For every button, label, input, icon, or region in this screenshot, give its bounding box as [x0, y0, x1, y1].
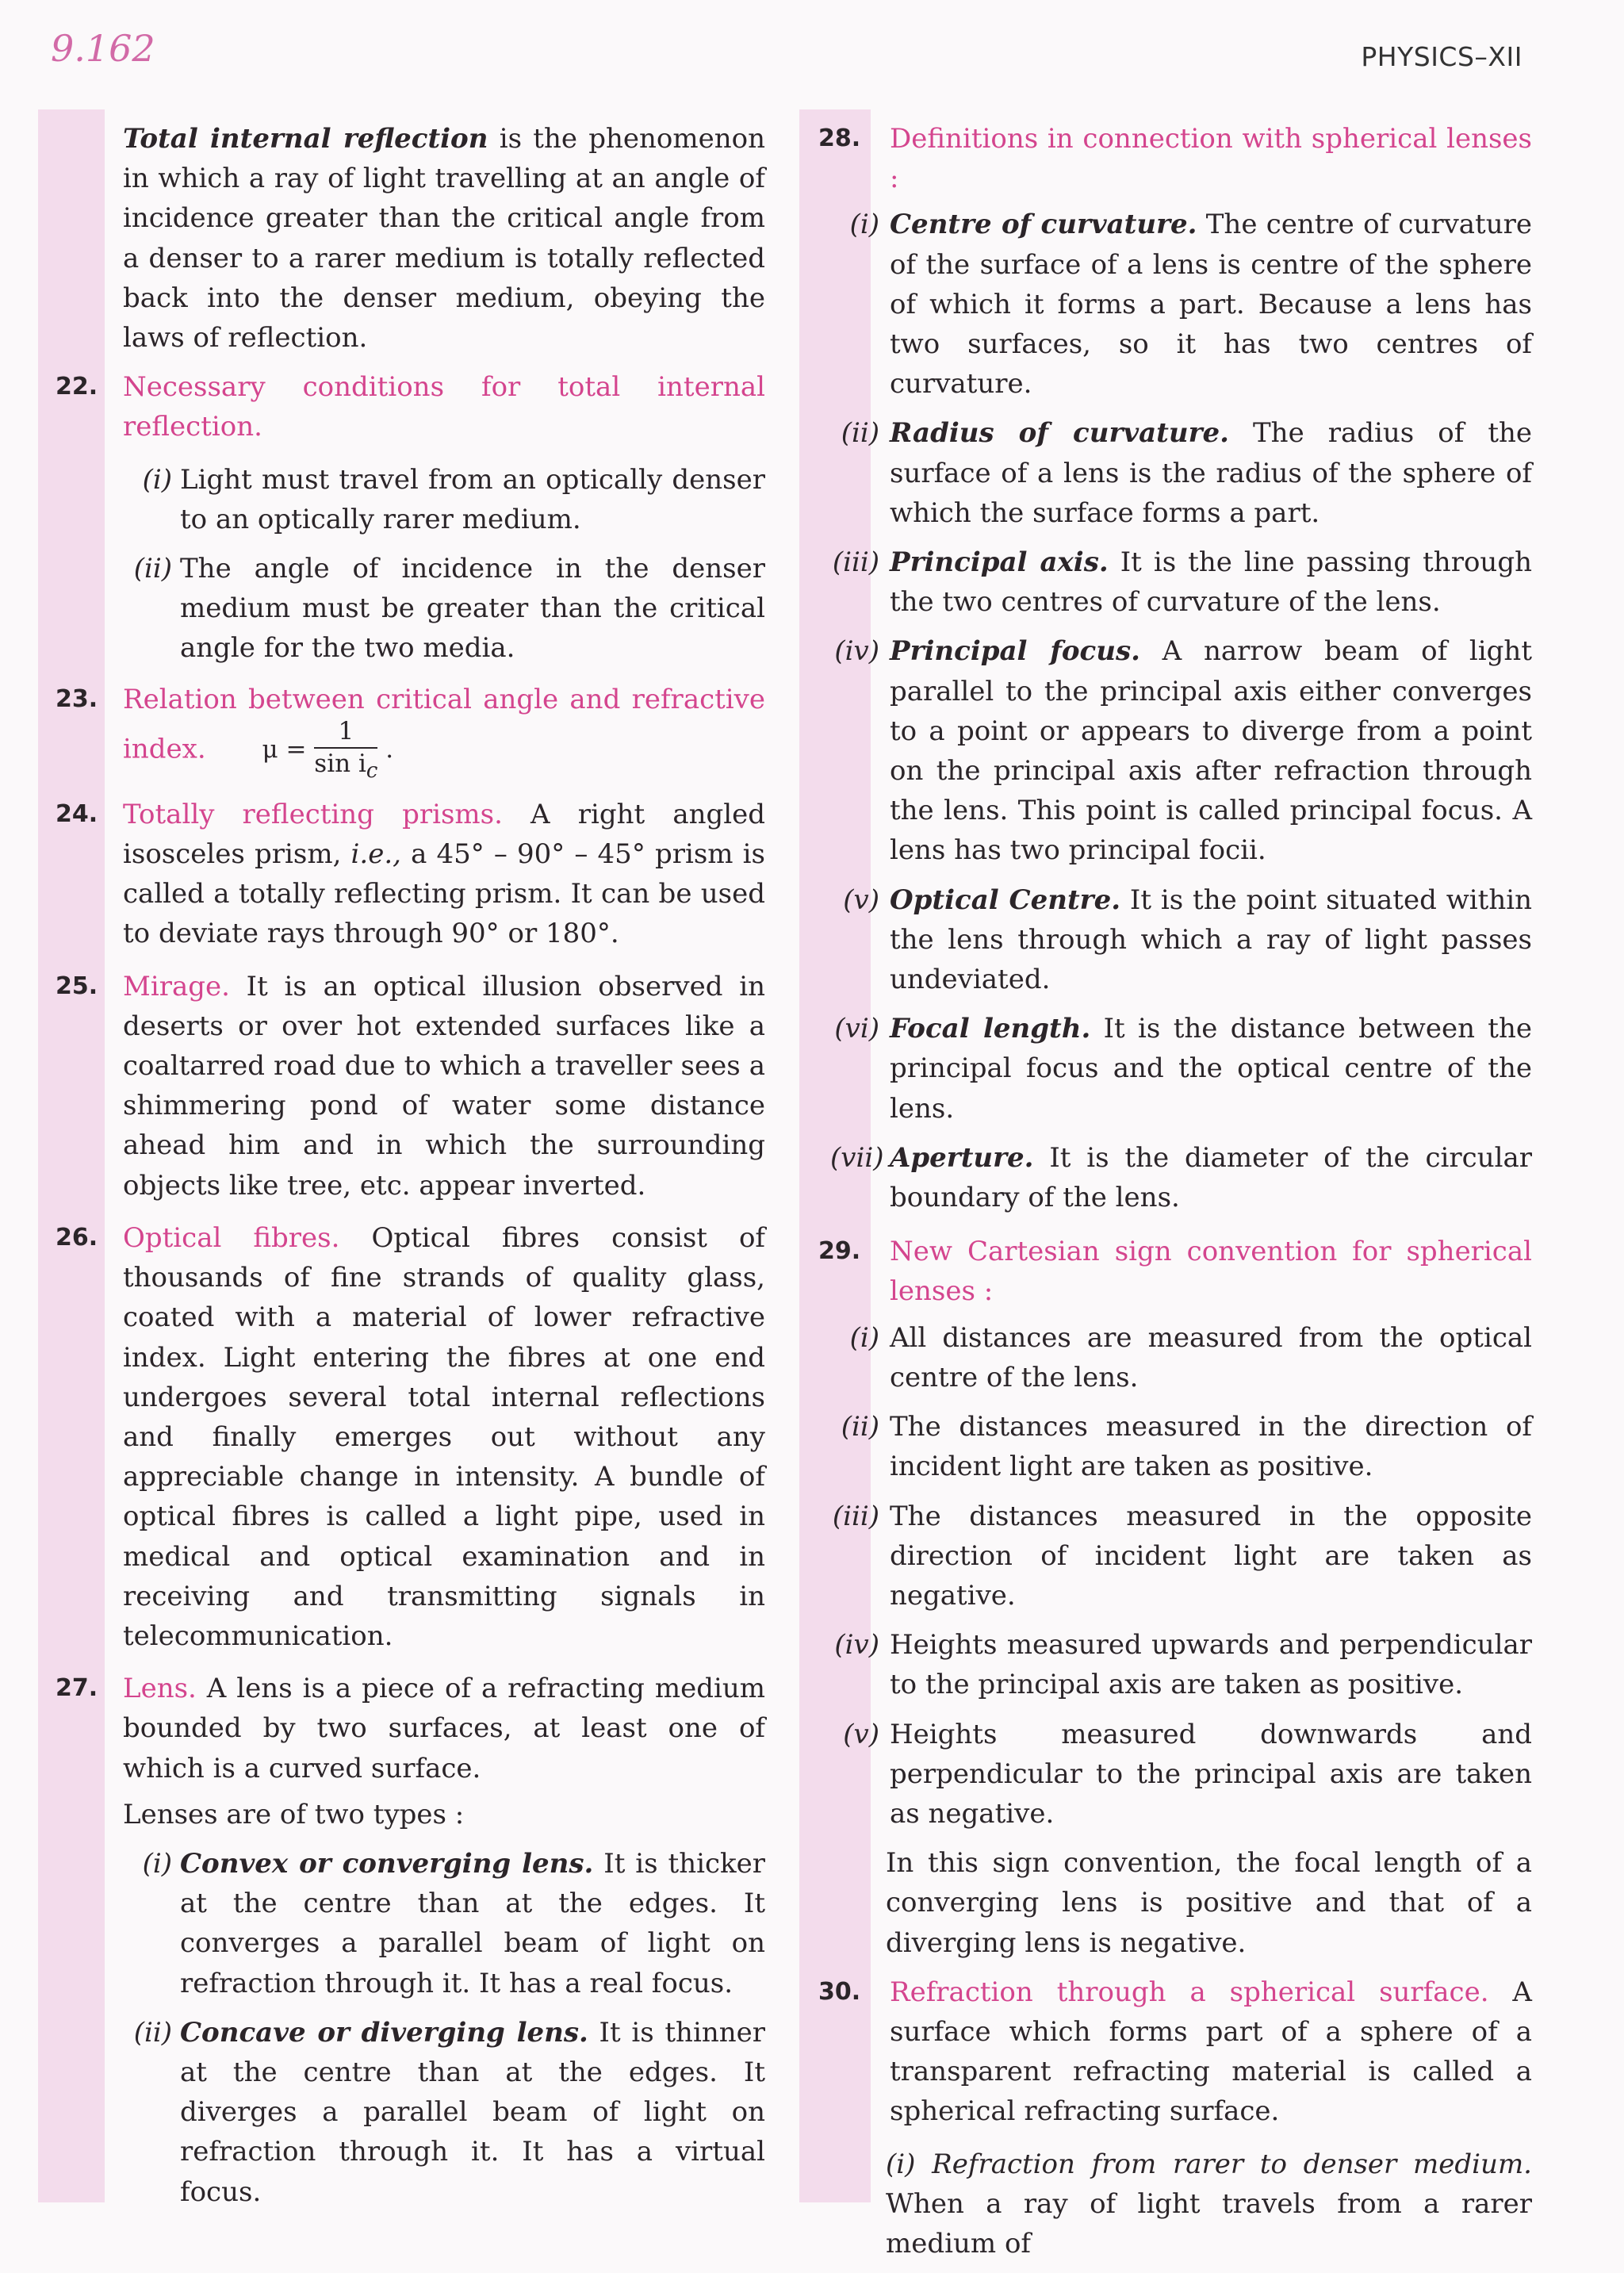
subsection-rarer-to-denser: [886, 2145, 1532, 2264]
section-number: 30.: [818, 1977, 861, 2006]
section-number: 27.: [56, 1674, 98, 1703]
list-marker: (v): [843, 1718, 879, 1750]
intro-text: is the phenomenon in which a ray of light travelling at an angle of incidence greater than the critical angle from a denser to a rarer medium is totally reflected back into the denser medium, obeying the laws of reflection.: [123, 123, 766, 355]
list-marker: (i): [142, 1847, 172, 1880]
lens-types-intro: Lenses are of two types :: [123, 1798, 465, 1830]
list-text: Heights measured downwards and perpendicular to the principal axis are taken as negative.: [890, 1718, 1532, 1830]
section-heading: Refraction through a spherical surface.: [890, 1976, 1489, 2008]
list-marker: (iii): [832, 546, 879, 579]
critical-angle-formula: [262, 716, 394, 784]
list-term: Aperture.: [890, 1141, 1034, 1174]
section-heading: New Cartesian sign convention for spherical lenses :: [890, 1236, 1532, 1308]
list-term: Convex or converging lens.: [180, 1847, 594, 1880]
section-number: 22.: [56, 373, 98, 401]
formula-lhs: μ =: [262, 734, 307, 764]
list-marker: (iv): [834, 635, 879, 668]
list-item: [830, 1715, 1532, 1834]
section-25: [56, 967, 765, 1205]
section-heading: Necessary conditions for total internal reflection.: [123, 371, 765, 443]
list-text: It is thinner at the centre than at the edges. It diverges a parallel beam of light on refraction through it. It has a virtual focus.: [180, 2016, 765, 2208]
section-number: 28.: [818, 125, 861, 152]
section-heading: Relation between critical angle and refractive index.: [123, 683, 765, 765]
page-number: 9.162: [51, 27, 155, 70]
subsection-title: Refraction from rarer to denser medium.: [915, 2148, 1532, 2180]
formula-tail: .: [385, 734, 394, 764]
section-number: 29.: [818, 1237, 861, 1266]
section-number: 26.: [56, 1223, 98, 1251]
list-item: [123, 460, 765, 539]
section-text: A right angled isosceles prism,: [123, 798, 766, 871]
abbreviation: i.e.,: [350, 838, 401, 871]
formula-denominator-text: sin i: [314, 749, 366, 778]
list-text: The distances measured in the direction of incident light are taken as positive.: [890, 1411, 1532, 1483]
section-24: [56, 795, 765, 954]
list-item: [830, 205, 1532, 404]
list-item: [123, 549, 765, 669]
right-column: [818, 119, 1532, 2273]
list-item: [830, 1407, 1532, 1486]
section-heading: Lens.: [123, 1673, 197, 1705]
list-term: Focal length.: [890, 1013, 1091, 1045]
list-marker: (iv): [834, 1629, 879, 1662]
list-item: [830, 631, 1532, 870]
list-item: [123, 1844, 765, 2003]
list-item: [830, 542, 1532, 622]
formula-fraction: [314, 716, 378, 784]
list-text: All distances are measured from the optical centre of the lens.: [890, 1321, 1532, 1393]
section-29: [818, 1232, 1532, 1311]
list-text: It is the line passing through the two centres of curvature of the lens.: [890, 546, 1532, 619]
formula-numerator: 1: [314, 719, 377, 749]
running-head: PHYSICS–XII: [1361, 41, 1522, 72]
section-heading: Totally reflecting prisms.: [123, 798, 503, 830]
list-text: The centre of curvature of the surface of a lens is centre of the sphere of which it forms a part. Because a lens has two surfaces, so it has two centres of curvature.: [890, 209, 1532, 401]
list-text: It is the distance between the principal focus and the optical centre of the lens.: [890, 1013, 1532, 1125]
list-marker: (ii): [133, 553, 172, 585]
list-marker: (vii): [830, 1141, 884, 1174]
list-marker: (i): [142, 463, 172, 496]
list-text: Light must travel from an optically denser to an optically rarer medium.: [180, 463, 765, 535]
list-term: Centre of curvature.: [890, 209, 1197, 241]
intro-term: Total internal reflection: [123, 123, 488, 155]
intro-paragraph: [123, 119, 765, 358]
list-marker: (i): [849, 1321, 879, 1354]
section-heading: Mirage.: [123, 970, 230, 1002]
list-item: [830, 1625, 1532, 1704]
list-item: [830, 413, 1532, 533]
formula-subscript: c: [366, 759, 378, 784]
list-text: It is the point situated within the lens through which a ray of light passes undeviated.: [890, 884, 1533, 996]
section-text: A lens is a piece of a refracting medium bounded by two surfaces, at least one of which is a curved surface.: [123, 1673, 765, 1784]
list-item: [830, 1138, 1532, 1217]
list-item: [123, 2013, 765, 2212]
list-term: Radius of curvature.: [890, 417, 1229, 450]
list-marker: (ii): [841, 1411, 879, 1443]
subsection-marker: (i): [886, 2148, 916, 2180]
list-marker: (vi): [834, 1013, 879, 1045]
section-text: Optical fibres consist of thousands of fine strands of quality glass, coated with a material of lower refractive index. Light entering the fibres at one end undergoes several total internal reflections and finally emerges out without any appreciable change in intensity. A bundle of optical fibres is called a light pipe, used in medical and optical examination and in receiving and transmitting signals in telecommunication.: [123, 1221, 765, 1652]
list-marker: (v): [843, 884, 879, 916]
list-text: The distances measured in the opposite direction of incident light are taken as negative.: [890, 1500, 1532, 1612]
section-number: 23.: [56, 684, 98, 713]
sign-convention-note: In this sign convention, the focal length of a converging lens is positive and that of a diverging lens is negative.: [886, 1847, 1532, 1959]
list-item: [830, 1009, 1532, 1129]
list-marker: (ii): [841, 417, 879, 450]
list-term: Principal axis.: [890, 546, 1109, 579]
list-text: Heights measured upwards and perpendicular to the principal axis are taken as positive.: [890, 1629, 1532, 1701]
list-term: Principal focus.: [890, 635, 1140, 668]
list-marker: (i): [849, 209, 879, 241]
section-heading: Definitions in connection with spherical lenses :: [890, 123, 1532, 195]
section-26: [56, 1218, 765, 1656]
section-heading: Optical fibres.: [123, 1221, 340, 1254]
list-item: [830, 1318, 1532, 1397]
list-item: [830, 880, 1532, 1000]
list-term: Optical Centre.: [890, 884, 1121, 916]
list-text: The angle of incidence in the denser medium must be greater than the critical angle for the two media.: [180, 553, 765, 665]
list-term: Concave or diverging lens.: [180, 2016, 588, 2049]
list-marker: (iii): [832, 1500, 879, 1532]
section-text: It is an optical illusion observed in deserts or over hot extended surfaces like a coaltarred road due to which a traveller sees a shimmering pond of water some distance ahead him and in which the surrounding objects like tree, etc. appear inverted.: [123, 970, 765, 1202]
list-item: [830, 1497, 1532, 1616]
list-text: A narrow beam of light parallel to the principal axis either converges to a point or appears to diverge from a point on the principal axis after refraction through the lens. This point is called principal focus. A lens has two principal focii.: [890, 635, 1532, 867]
section-number: 25.: [56, 972, 98, 1000]
list-text: The radius of the surface of a lens is the radius of the sphere of which the surface forms a part.: [890, 417, 1533, 529]
section-27: [56, 1669, 765, 1788]
section-text: a 45° – 90° – 45° prism is called a totally reflecting prism. It can be used to deviate rays through 90° or 180°.: [123, 838, 765, 950]
formula-denominator: [314, 749, 377, 782]
list-marker: (ii): [133, 2016, 172, 2049]
section-30: [818, 1972, 1532, 2132]
subsection-text: When a ray of light travels from a rarer medium of: [886, 2187, 1532, 2260]
section-28: [818, 119, 1532, 198]
left-column: [56, 119, 765, 2221]
section-text: A surface which forms part of a sphere of a transparent refracting material is called a spherical refracting surface.: [890, 1976, 1532, 2128]
list-text: It is thicker at the centre than at the edges. It converges a parallel beam of light on refraction through it. It has a real focus.: [180, 1847, 765, 1999]
list-text: It is the diameter of the circular boundary of the lens.: [890, 1141, 1532, 1214]
section-22: [56, 367, 765, 447]
section-number: 24.: [56, 799, 98, 828]
section-23: [56, 680, 765, 782]
